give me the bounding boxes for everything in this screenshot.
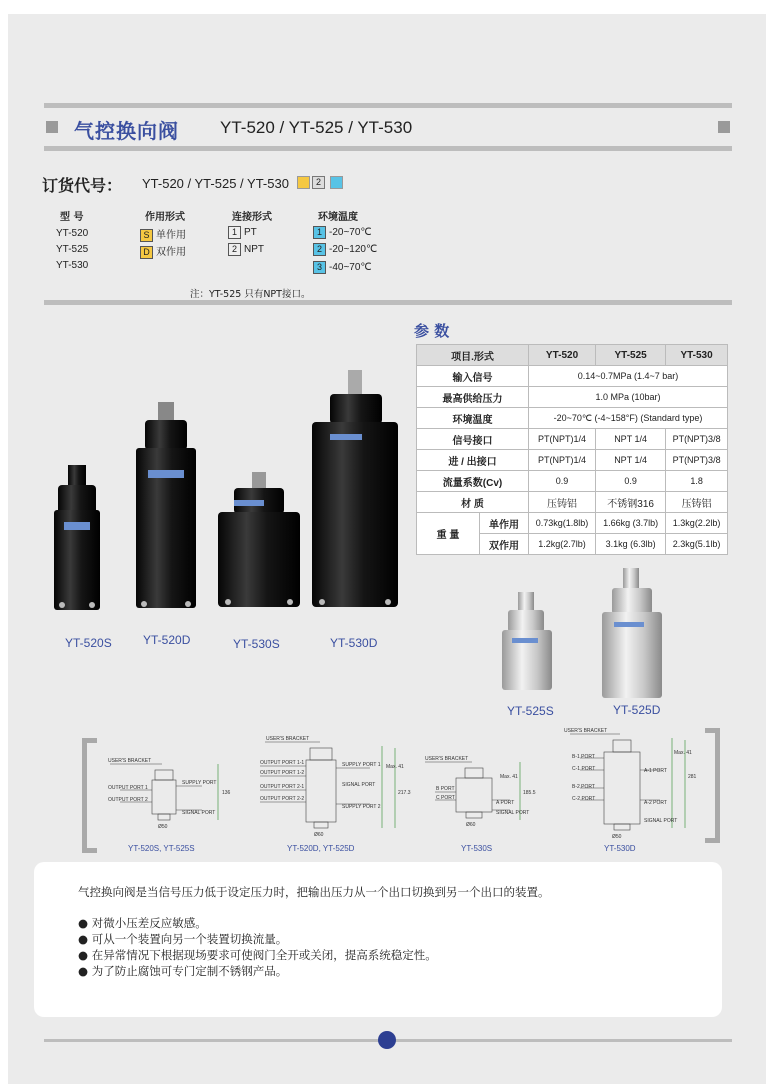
drawing-caption-1: YT-520S, YT-525S bbox=[128, 844, 195, 853]
description-intro: 气控换向阀是当信号压力低于设定压力时，把输出压力从一个出口切换到另一个出口的装置。 bbox=[78, 885, 550, 899]
connection-npt: 2 NPT bbox=[228, 243, 264, 256]
dim-label: Ø60 bbox=[466, 822, 476, 828]
order-note: 注：YT-525 只有NPT接口。 bbox=[190, 289, 311, 300]
footer-dot bbox=[378, 1031, 396, 1049]
dim-label: 281 bbox=[688, 774, 697, 780]
dim-label: OUTPUT PORT 2-1 bbox=[260, 784, 305, 790]
dim-label: B PORT bbox=[436, 786, 455, 792]
drawing-caption-3: YT-530S bbox=[461, 844, 493, 853]
order-box-blue bbox=[330, 176, 343, 189]
photo-yt-525d bbox=[602, 568, 662, 698]
order-box-yellow bbox=[297, 176, 310, 189]
order-models: YT-520 / YT-525 / YT-530 bbox=[142, 176, 289, 191]
action-double: D 双作用 bbox=[140, 243, 186, 259]
photo-yt-520d bbox=[136, 402, 196, 608]
spec-head-530: YT-530 bbox=[666, 345, 728, 366]
dim-label: A-2 PORT bbox=[644, 800, 667, 806]
right-bracket bbox=[705, 728, 720, 843]
header-left-square bbox=[46, 121, 58, 133]
dim-label: Max. 41 bbox=[500, 774, 518, 780]
connection-pt: 1 PT bbox=[228, 226, 257, 239]
table-row: 双作用 1.2kg(2.7lb) 3.1kg (6.3lb) 2.3kg(5.1lb) bbox=[417, 534, 728, 555]
spec-table bbox=[416, 344, 728, 555]
product-label-530s: YT-530S bbox=[233, 637, 280, 651]
dim-label: A-1 PORT bbox=[644, 768, 667, 774]
description-box bbox=[34, 862, 722, 1017]
dim-label: SIGNAL PORT bbox=[182, 810, 216, 816]
drawing-caption-2: YT-520D, YT-525D bbox=[287, 844, 355, 853]
page-title: 气控换向阀 bbox=[74, 119, 179, 143]
dim-label: Max. 41 bbox=[674, 750, 692, 756]
spec-head-item: 项目.形式 bbox=[417, 345, 529, 366]
dim-label: C-2 PORT bbox=[572, 796, 596, 802]
product-label-525d: YT-525D bbox=[613, 703, 661, 717]
dim-label: SIGNAL PORT bbox=[496, 810, 530, 816]
dim-label: USER'S BRACKET bbox=[108, 758, 152, 764]
left-bracket bbox=[82, 738, 97, 853]
col-connection: 连接形式 bbox=[232, 212, 272, 223]
dim-label: USER'S BRACKET bbox=[564, 728, 608, 734]
temp-1: 1 -20~70℃ bbox=[313, 226, 372, 239]
spec-head-525: YT-525 bbox=[596, 345, 666, 366]
dim-label: SUPPLY PORT 2 bbox=[342, 804, 381, 810]
spec-head-520: YT-520 bbox=[528, 345, 595, 366]
col-temperature: 环境温度 bbox=[318, 212, 358, 223]
dim-label: SUPPLY PORT bbox=[182, 780, 217, 786]
table-row: 环境温度 -20~70℃ (-4~158°F) (Standard type) bbox=[417, 408, 728, 429]
dim-label: C PORT bbox=[436, 795, 455, 801]
dim-label: SIGNAL PORT bbox=[342, 782, 376, 788]
dim-label: Max. 41 bbox=[386, 764, 404, 770]
col-action: 作用形式 bbox=[145, 212, 185, 223]
dim-label: OUTPUT PORT 2-2 bbox=[260, 796, 305, 802]
col-model: 型 号 bbox=[60, 212, 84, 223]
dim-label: Ø60 bbox=[314, 832, 324, 838]
dim-label: OUTPUT PORT 1-1 bbox=[260, 760, 305, 766]
dim-label: B-2 PORT bbox=[572, 784, 595, 790]
dim-label: OUTPUT PORT 1-2 bbox=[260, 770, 305, 776]
product-photos-black bbox=[40, 360, 400, 630]
table-row: 材 质 压铸铝 不锈钢316 压铸铝 bbox=[417, 492, 728, 513]
spec-header-row bbox=[417, 345, 728, 366]
dim-label: USER'S BRACKET bbox=[266, 736, 310, 742]
dim-label: 217.3 bbox=[398, 790, 411, 796]
model-520: YT-520 bbox=[56, 228, 89, 239]
table-row: 最高供给压力 1.0 MPa (10bar) bbox=[417, 387, 728, 408]
product-label-525s: YT-525S bbox=[507, 704, 554, 718]
table-row: 信号接口 PT(NPT)1/4 NPT 1/4 PT(NPT)3/8 bbox=[417, 429, 728, 450]
dim-label: USER'S BRACKET bbox=[425, 756, 469, 762]
model-530: YT-530 bbox=[56, 260, 89, 271]
photo-yt-520s bbox=[54, 465, 100, 610]
table-row: 流量系数(Cv) 0.9 0.9 1.8 bbox=[417, 471, 728, 492]
product-label-530d: YT-530D bbox=[330, 636, 378, 650]
product-label-520d: YT-520D bbox=[143, 633, 191, 647]
model-525: YT-525 bbox=[56, 244, 89, 255]
dimension-drawings bbox=[100, 728, 700, 838]
dim-label: 136 bbox=[222, 790, 231, 796]
dim-label: SIGNAL PORT bbox=[644, 818, 678, 824]
dim-label: OUTPUT PORT 1 bbox=[108, 785, 148, 791]
dim-label: C-1 PORT bbox=[572, 766, 596, 772]
photo-yt-530d bbox=[312, 370, 398, 607]
header-bottom-rule bbox=[44, 146, 732, 151]
table-row: 重 量 单作用 0.73kg(1.8lb) 1.66kg (3.7lb) 1.3kg(2.2lb) bbox=[417, 513, 728, 534]
page-models: YT-520 / YT-525 / YT-530 bbox=[220, 118, 413, 137]
temp-3: 3 -40~70℃ bbox=[313, 261, 372, 274]
order-box-number: 2 bbox=[312, 176, 325, 189]
dim-label: Ø50 bbox=[158, 824, 168, 830]
bullet-item: ● 可从一个装置向另一个装置切换流量。 bbox=[78, 932, 288, 946]
action-single: S 单作用 bbox=[140, 226, 186, 242]
dim-label: OUTPUT PORT 2 bbox=[108, 797, 148, 803]
dim-label: SUPPLY PORT 1 bbox=[342, 762, 381, 768]
temp-2: 2 -20~120℃ bbox=[313, 243, 377, 256]
params-title: 参 数 bbox=[414, 322, 450, 340]
bullet-item: ● 在异常情况下根据现场要求可使阀门全开或关闭，提高系统稳定性。 bbox=[78, 948, 437, 962]
header-top-rule bbox=[44, 103, 732, 108]
bullet-item: ● 对微小压差反应敏感。 bbox=[78, 916, 207, 930]
dim-label: 185.5 bbox=[523, 790, 536, 796]
header-right-square bbox=[718, 121, 730, 133]
dim-label: B-1 PORT bbox=[572, 754, 595, 760]
product-label-520s: YT-520S bbox=[65, 636, 112, 650]
drawing-caption-4: YT-530D bbox=[604, 844, 636, 853]
product-photos-steel bbox=[490, 560, 680, 700]
bullet-item: ● 为了防止腐蚀可专门定制不锈钢产品。 bbox=[78, 964, 288, 978]
order-label: 订货代号： bbox=[42, 176, 123, 195]
table-row: 输入信号 0.14~0.7MPa (1.4~7 bar) bbox=[417, 366, 728, 387]
photo-yt-525s bbox=[502, 592, 552, 690]
table-row: 进 / 出接口 PT(NPT)1/4 NPT 1/4 PT(NPT)3/8 bbox=[417, 450, 728, 471]
photo-yt-530s bbox=[218, 472, 300, 607]
order-bottom-rule bbox=[44, 300, 732, 305]
dim-label: Ø50 bbox=[612, 834, 622, 838]
dim-label: A PORT bbox=[496, 800, 515, 806]
